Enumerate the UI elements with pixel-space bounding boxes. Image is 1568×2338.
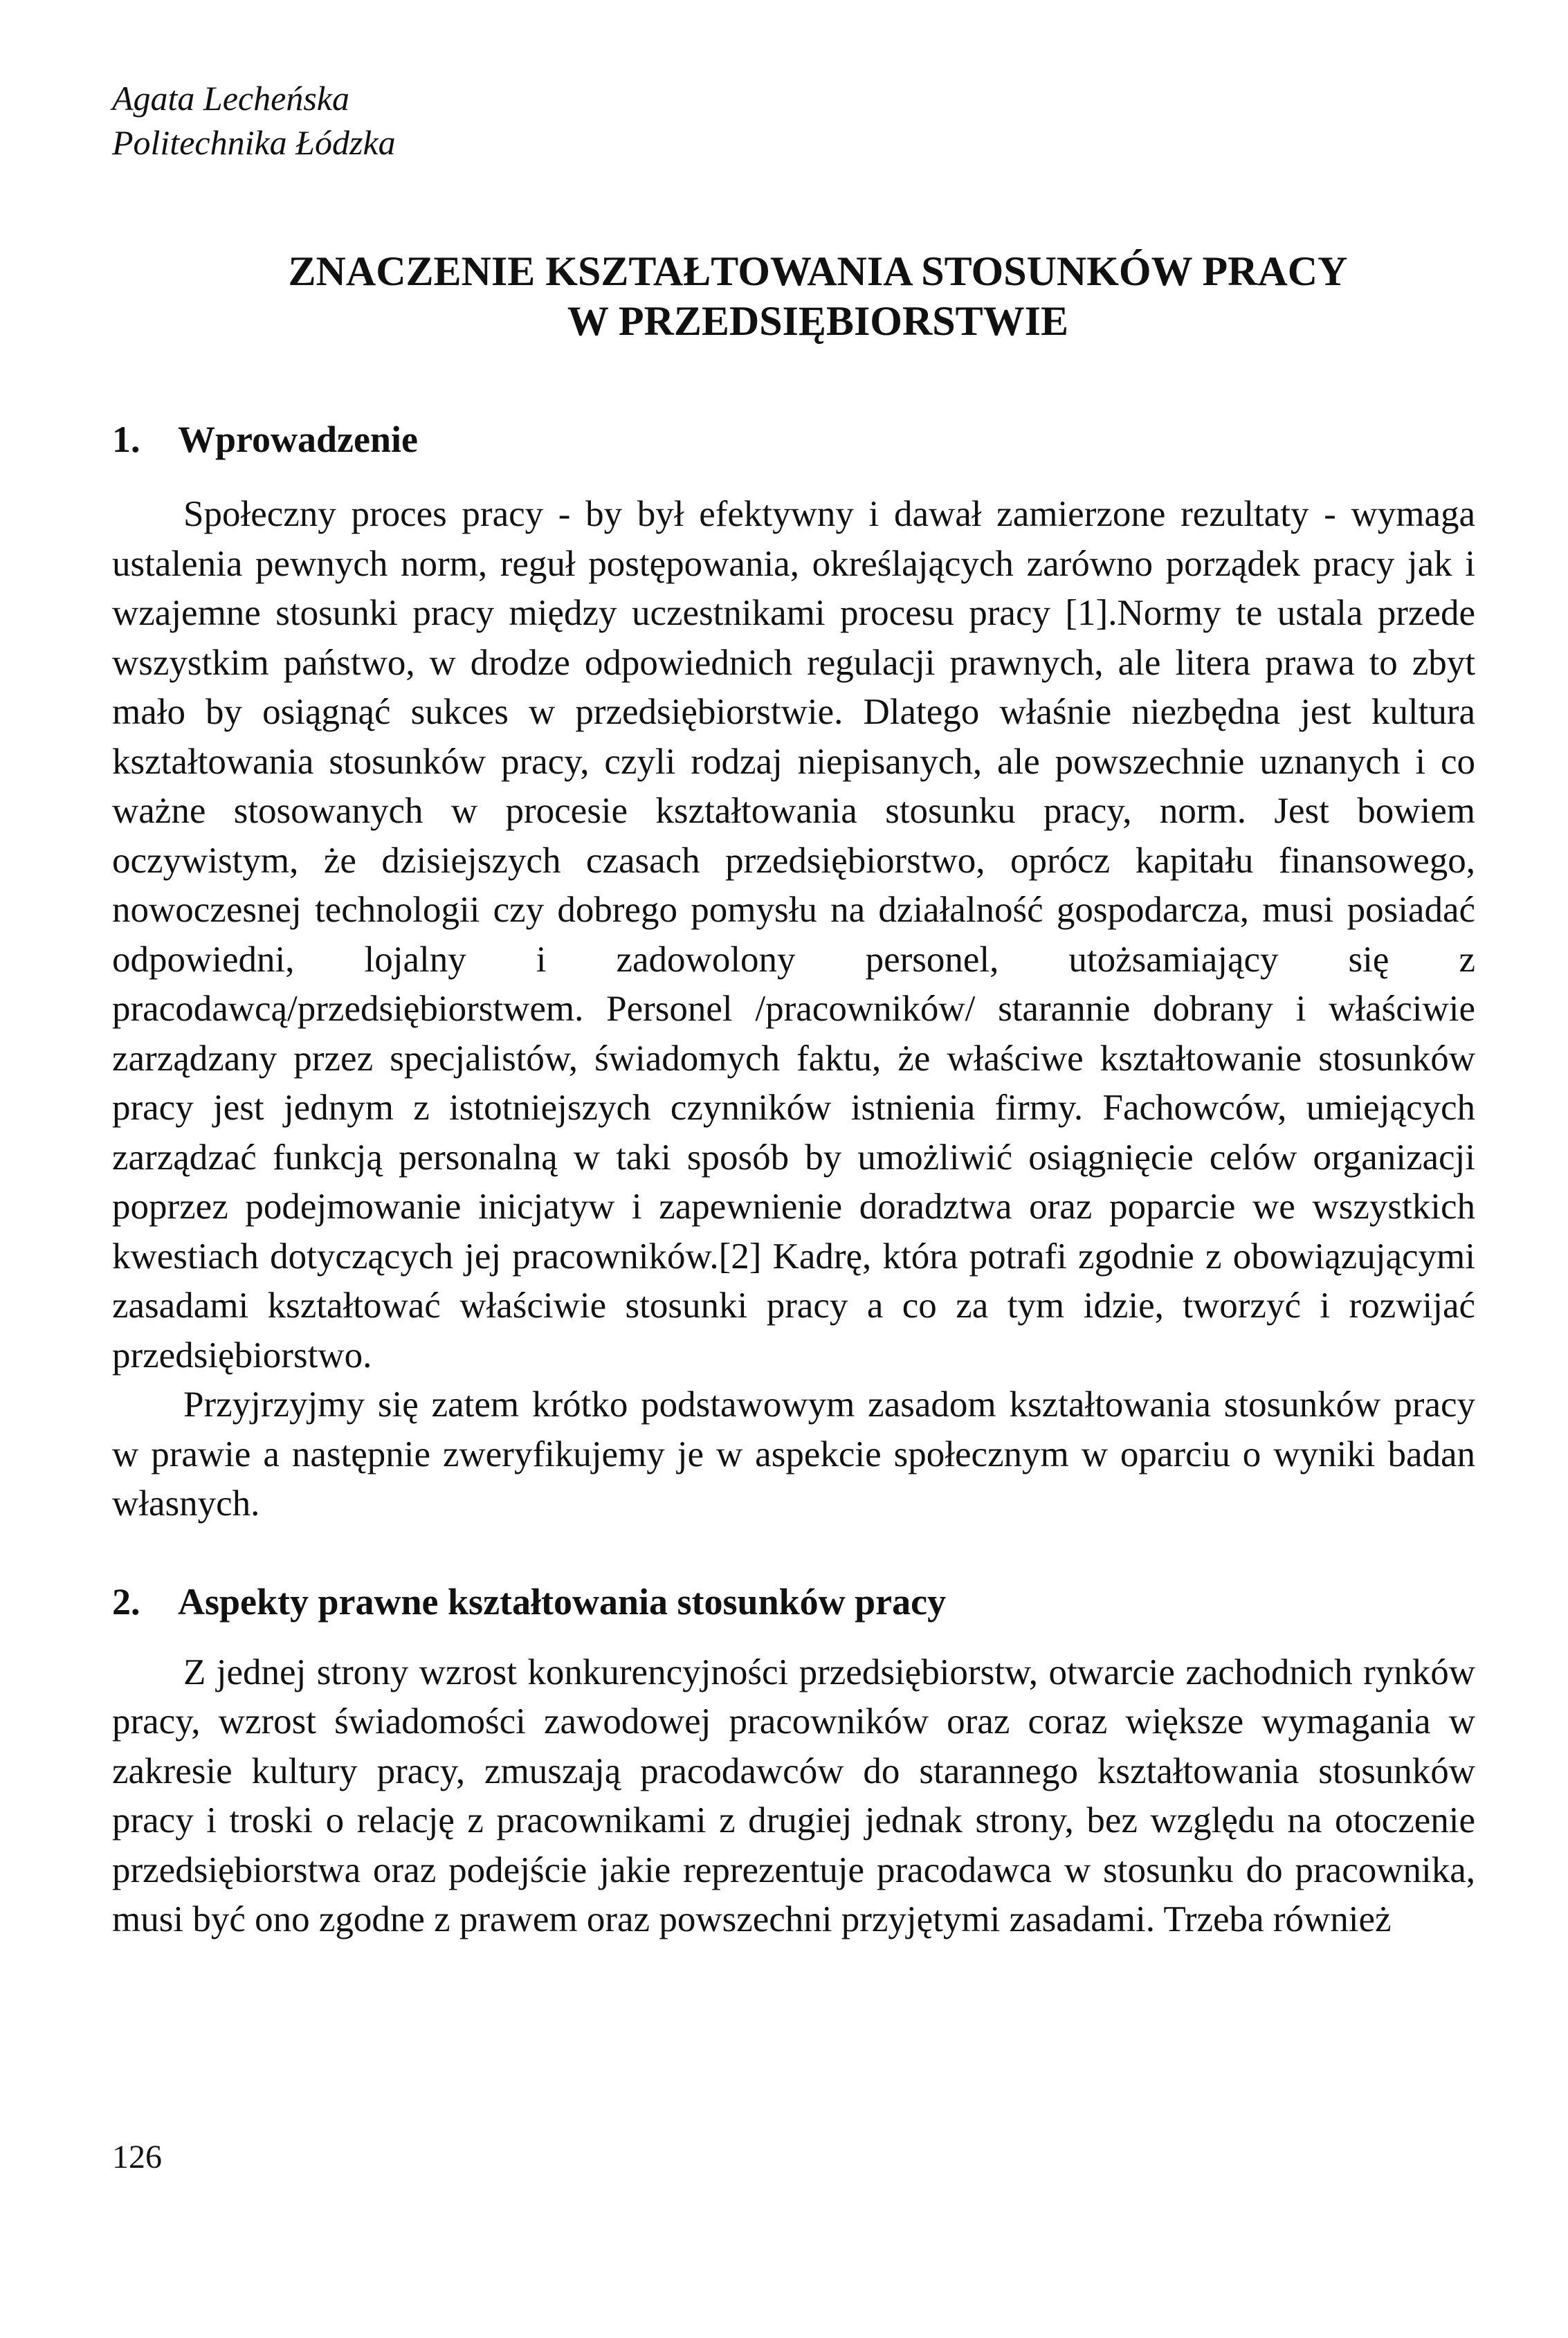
section-title: Wprowadzenie [178, 419, 418, 460]
page-number: 126 [112, 2139, 162, 2175]
section-number: 1. [112, 419, 140, 460]
section-title: Aspekty prawne kształtowania stosunków pracy [178, 1580, 947, 1623]
page-content [112, 76, 1475, 1945]
section-number: 2. [112, 1580, 140, 1623]
title-line-2: W PRZEDSIĘBIORSTWIE [567, 298, 1069, 344]
section-heading-1 [112, 415, 1475, 464]
paragraph: Przyjrzyjmy się zatem krótko podstawowym zasadom kształtowania stosunków pracy w prawie a następnie zweryfikujemy je w aspekcie społecznym w oparciu o wyniki badan własnych. [112, 1385, 1475, 1524]
section-heading-2 [112, 1578, 1475, 1626]
author-block [112, 76, 1475, 165]
paragraph: Z jednej strony wzrost konkurencyjności przedsiębiorstw, otwarcie zachodnich rynków pracy, wzrost świadomości zawodowej pracowników oraz coraz większe wymagania w zakresie kultury pracy, zmuszają pracodawców do starannego kształtowania stosunków pracy i troski o relację z pracownikami z drugiej jednak strony, bez względu na otoczenie przedsiębiorstwa oraz podejście jakie reprezentuje pracodawca w stosunku do pracownika, musi być ono zgodne z prawem oraz powszechni przyjętymi zasadami. Trzeba również [112, 1652, 1475, 1939]
author-name: Agata Lecheńska [112, 79, 349, 118]
author-affiliation: Politechnika Łódzka [112, 123, 396, 162]
paragraph: Społeczny proces pracy - by był efektywny i dawał zamierzone rezultaty - wymaga ustalenia pewnych norm, reguł postępowania, określających zarówno porządek pracy jak i wzajemne stosunki pracy między uczestnikami procesu pracy [1].Normy te ustala przede wszystkim państwo, w drodze odpowiednich regulacji prawnych, ale litera prawa to zbyt mało by osiągnąć sukces w przedsiębiorstwie. Dlatego właśnie niezbędna jest kultura kształtowania stosunków pracy, czyli rodzaj niepisanych, ale powszechnie uznanych i co ważne stosowanych w procesie kształtowania stosunku pracy, norm. Jest bowiem oczywistym, że dzisiejszych czasach przedsiębiorstwo, oprócz kapitału finansowego, nowoczesnej technologii czy dobrego pomysłu na działalność gospodarcza, musi posiadać odpowiedni, lojalny i zadowolony personel, utożsamiający się z pracodawcą/przedsiębiorstwem. Personel /pracowników/ starannie dobrany i właściwie zarządzany przez specjalistów, świadomych faktu, że właściwe kształtowanie stosunków pracy jest jednym z istotniejszych czynników istnienia firmy. Fachowców, umiejących zarządzać funkcją personalną w taki sposób by umożliwić osiągnięcie celów organizacji poprzez podejmowanie inicjatyw i zapewnienie doradztwa oraz poparcie we wszystkich kwestiach dotyczących jej pracowników.[2] Kadrę, która potrafi zgodnie z obowiązującymi zasadami kształtować właściwie stosunki pracy a co za tym idzie, tworzyć i rozwijać przedsiębiorstwo. [112, 494, 1475, 1376]
paper-title [112, 246, 1475, 346]
title-line-1: ZNACZENIE KSZTAŁTOWANIA STOSUNKÓW PRACY [288, 248, 1348, 294]
